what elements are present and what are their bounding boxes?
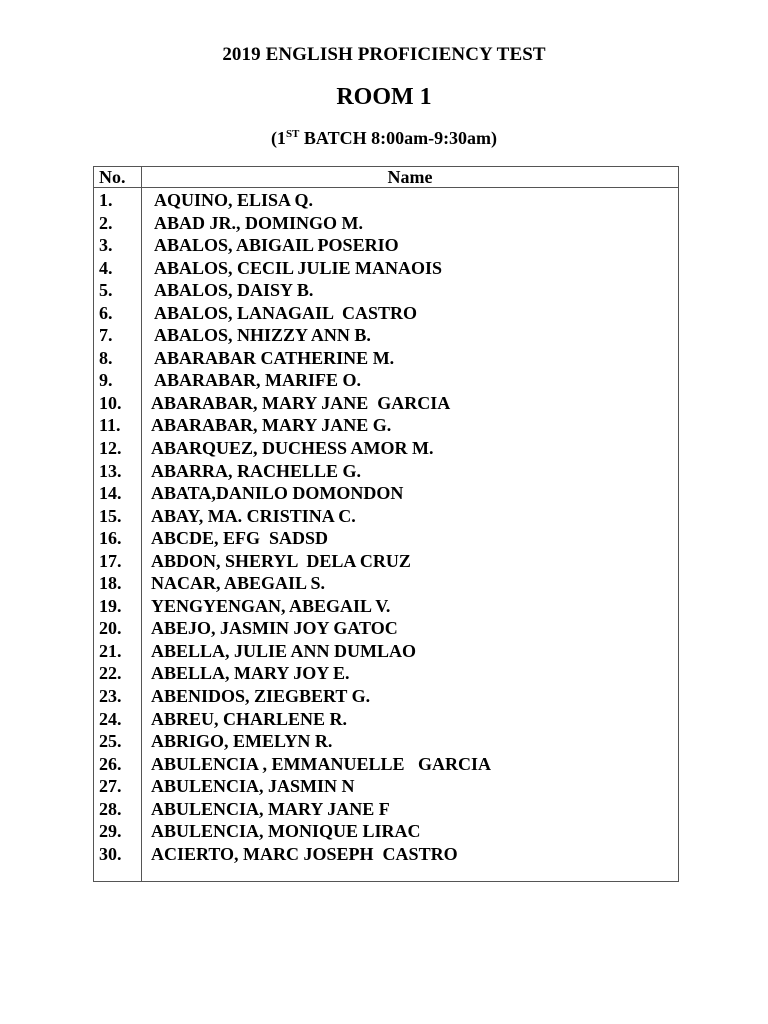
row-number: 7. <box>99 325 113 346</box>
header-divider <box>93 187 679 188</box>
row-number: 30. <box>99 843 122 864</box>
table-row <box>94 640 678 663</box>
row-number: 21. <box>99 640 122 661</box>
row-name: ABARABAR, MARY JANE GARCIA <box>151 392 451 413</box>
room-heading: ROOM 1 <box>336 84 432 110</box>
table-row <box>94 437 678 460</box>
table-row <box>94 572 678 595</box>
row-name: ABARABAR CATHERINE M. <box>154 347 395 368</box>
table-row <box>94 685 678 708</box>
row-name: NACAR, ABEGAIL S. <box>151 573 326 594</box>
row-name: ABENIDOS, ZIEGBERT G. <box>151 686 371 707</box>
row-number: 3. <box>99 235 113 256</box>
table-row <box>94 257 678 280</box>
row-name: ABATA,DANILO DOMONDON <box>151 483 404 504</box>
row-number: 5. <box>99 280 113 301</box>
table-row <box>94 798 678 821</box>
row-name: ABARRA, RACHELLE G. <box>151 460 362 481</box>
row-number: 22. <box>99 663 122 684</box>
row-name: ABELLA, MARY JOY E. <box>151 663 350 684</box>
batch-heading <box>0 128 768 149</box>
table-row <box>94 414 678 437</box>
row-name: ABRIGO, EMELYN R. <box>151 731 333 752</box>
row-number: 29. <box>99 821 122 842</box>
table-row <box>94 775 678 798</box>
row-number: 1. <box>99 190 113 210</box>
table-row <box>94 662 678 685</box>
batch-suffix: BATCH 8:00am-9:30am) <box>299 128 498 148</box>
row-name: ABULENCIA, JASMIN N <box>151 776 355 797</box>
roster-rows <box>94 189 678 865</box>
row-number: 23. <box>99 686 122 707</box>
document-title: 2019 ENGLISH PROFICIENCY TEST <box>222 44 546 65</box>
table-row <box>94 708 678 731</box>
row-number: 11. <box>99 415 121 436</box>
row-number: 16. <box>99 528 122 549</box>
row-number: 8. <box>99 347 113 368</box>
row-number: 6. <box>99 302 113 323</box>
row-name: ABEJO, JASMIN JOY GATOC <box>151 618 398 639</box>
row-number: 14. <box>99 483 122 504</box>
table-row <box>94 369 678 392</box>
row-number: 4. <box>99 257 113 278</box>
row-name: ABREU, CHARLENE R. <box>151 708 348 729</box>
row-number: 26. <box>99 753 122 774</box>
row-name: ABALOS, CECIL JULIE MANAOIS <box>154 257 443 278</box>
row-name: ABARQUEZ, DUCHESS AMOR M. <box>151 438 434 459</box>
row-number: 15. <box>99 505 122 526</box>
table-row <box>94 460 678 483</box>
row-name: ABULENCIA , EMMANUELLE GARCIA <box>151 753 492 774</box>
table-row <box>94 617 678 640</box>
row-number: 20. <box>99 618 122 639</box>
row-number: 9. <box>99 370 113 391</box>
header-name: Name <box>387 167 433 187</box>
row-name: ABALOS, NHIZZY ANN B. <box>154 325 371 346</box>
row-name: ABAD JR., DOMINGO M. <box>154 212 363 233</box>
batch-prefix: (1 <box>270 128 286 148</box>
table-row <box>94 302 678 325</box>
row-name: ABAY, MA. CRISTINA C. <box>151 505 356 526</box>
row-name: ABULENCIA, MONIQUE LIRAC <box>151 821 421 842</box>
table-row <box>94 730 678 753</box>
table-row <box>94 505 678 528</box>
table-row <box>94 347 678 370</box>
row-number: 17. <box>99 550 122 571</box>
table-row <box>94 843 678 866</box>
header-number: No. <box>99 167 126 187</box>
row-number: 27. <box>99 776 122 797</box>
batch-superscript: ST <box>285 128 300 140</box>
table-row <box>94 482 678 505</box>
row-number: 25. <box>99 731 122 752</box>
row-name: ABARABAR, MARY JANE G. <box>151 415 392 436</box>
row-name: ACIERTO, MARC JOSEPH CASTRO <box>151 843 458 864</box>
table-row <box>94 550 678 573</box>
table-row <box>94 753 678 776</box>
row-number: 2. <box>99 212 113 233</box>
row-number: 12. <box>99 438 122 459</box>
row-number: 19. <box>99 595 122 616</box>
row-name: ABDON, SHERYL DELA CRUZ <box>151 550 411 571</box>
row-name: YENGYENGAN, ABEGAIL V. <box>151 595 391 616</box>
row-number: 24. <box>99 708 122 729</box>
row-number: 18. <box>99 573 122 594</box>
table-row <box>94 595 678 618</box>
table-row <box>94 324 678 347</box>
table-row <box>94 212 678 235</box>
row-name: ABALOS, DAISY B. <box>154 280 314 301</box>
row-name: ABCDE, EFG SADSD <box>151 528 329 549</box>
row-name: AQUINO, ELISA Q. <box>154 190 314 210</box>
row-name: ABARABAR, MARIFE O. <box>154 370 361 391</box>
table-row <box>94 279 678 302</box>
table-row <box>94 392 678 415</box>
row-number: 28. <box>99 798 122 819</box>
row-name: ABALOS, LANAGAIL CASTRO <box>154 302 418 323</box>
table-row <box>94 189 678 212</box>
row-name: ABULENCIA, MARY JANE F <box>151 798 390 819</box>
row-number: 10. <box>99 392 122 413</box>
table-row <box>94 820 678 843</box>
table-row <box>94 234 678 257</box>
row-number: 13. <box>99 460 122 481</box>
row-name: ABALOS, ABIGAIL POSERIO <box>154 235 399 256</box>
row-name: ABELLA, JULIE ANN DUMLAO <box>151 640 417 661</box>
table-row <box>94 527 678 550</box>
